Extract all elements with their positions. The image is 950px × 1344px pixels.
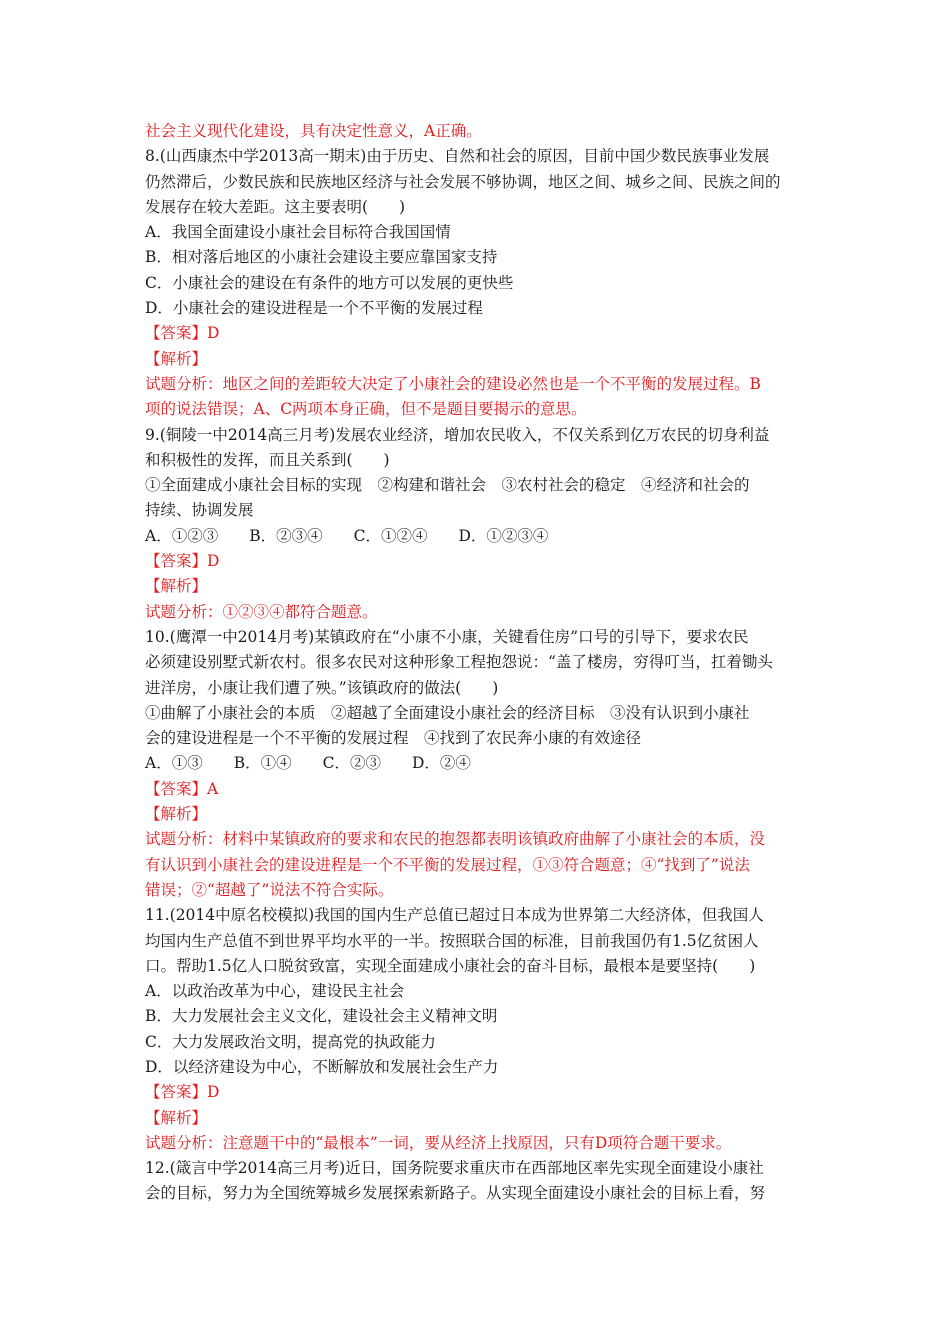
answer-text-line: 【解析】: [145, 349, 208, 368]
question-text-line: 进洋房，小康让我们遭了殃。”该镇政府的做法( ): [145, 678, 499, 697]
question-text-line: 持续、协调发展: [145, 501, 254, 520]
answer-text-line: 试题分析：①②③④都符合题意。: [145, 602, 378, 621]
answer-text-line: 【解析】: [145, 805, 208, 824]
answer-text-line: 试题分析：地区之间的差距较大决定了小康社会的建设必然也是一个不平衡的发展过程。B: [145, 374, 761, 393]
question-text-line: D．以经济建设为中心，不断解放和发展社会生产力: [145, 1057, 499, 1076]
answer-text-line: 试题分析：材料中某镇政府的要求和农民的抱怨都表明该镇政府曲解了小康社会的本质，没: [145, 830, 766, 849]
answer-text-line: 【解析】: [145, 577, 208, 596]
answer-text-line: 【答案】D: [145, 324, 220, 343]
answer-text-line: 【答案】D: [145, 1083, 220, 1102]
question-text-line: 仍然滞后，少数民族和民族地区经济与社会发展不够协调，地区之间、城乡之间、民族之间的: [145, 172, 781, 191]
answer-text-line: 【答案】D: [145, 552, 220, 571]
answer-text-line: 项的说法错误；A、C两项本身正确，但不是题目要揭示的意思。: [145, 400, 587, 419]
question-text-line: C．大力发展政治文明，提高党的执政能力: [145, 1032, 436, 1051]
question-text-line: ①曲解了小康社会的本质 ②超越了全面建设小康社会的经济目标 ③没有认识到小康社: [145, 703, 750, 722]
question-text-line: 会的建设进程是一个不平衡的发展过程 ④找到了农民奔小康的有效途径: [145, 729, 642, 748]
answer-text-line: 【解析】: [145, 1108, 208, 1127]
question-text-line: 发展存在较大差距。这主要表明( ): [145, 197, 406, 216]
question-text-line: 11.(2014中原名校模拟)我国的国内生产总值已超过日本成为世界第二大经济体，但我国人: [145, 906, 764, 925]
question-text-line: 10.(鹰潭一中2014月考)某镇政府在“小康不小康，关键看住房”口号的引导下，要求农民: [145, 627, 749, 646]
question-text-line: B．大力发展社会主义文化，建设社会主义精神文明: [145, 1007, 498, 1026]
answer-text-line: 试题分析：注意题干中的“最根本”一词，要从经济上找原因，只有D项符合题干要求。: [145, 1133, 732, 1152]
question-text-line: ①全面建成小康社会目标的实现 ②构建和谐社会 ③农村社会的稳定 ④经济和社会的: [145, 476, 750, 495]
question-text-line: B．相对落后地区的小康社会建设主要应靠国家支持: [145, 248, 498, 267]
question-text-line: 必须建设别墅式新农村。很多农民对这种形象工程抱怨说：“盖了楼房，穷得叮当，扛着锄头: [145, 653, 773, 672]
answer-text-line: 错误；②“超越了”说法不符合实际。: [145, 880, 394, 899]
question-text-line: 会的目标，努力为全国统筹城乡发展探索新路子。从实现全面建设小康社会的目标上看，努: [145, 1184, 766, 1203]
answer-text-line: 社会主义现代化建设，具有决定性意义，A正确。: [145, 122, 482, 140]
answer-text-line: 有认识到小康社会的建设进程是一个不平衡的发展过程，①③符合题意；④“找到了”说法: [145, 855, 750, 874]
question-text-line: 和积极性的发挥，而且关系到( ): [145, 450, 390, 469]
question-text-line: A．以政治改革为中心，建设民主社会: [145, 982, 405, 1001]
answer-text-line: 【答案】A: [145, 779, 219, 798]
question-text-line: D．小康社会的建设进程是一个不平衡的发展过程: [145, 299, 483, 318]
question-text-line: A．①③ B．①④ C．②③ D．②④: [145, 754, 471, 773]
question-text-line: 口。帮助1.5亿人口脱贫致富，实现全面建成小康社会的奋斗目标，最根本是要坚持( ): [145, 956, 756, 975]
question-text-line: A．我国全面建设小康社会目标符合我国国情: [145, 223, 451, 242]
question-text-line: 12.(箴言中学2014高三月考)近日，国务院要求重庆市在西部地区率先实现全面建设小康社: [145, 1159, 764, 1178]
question-text-line: A．①②③ B．②③④ C．①②④ D．①②③④: [145, 526, 549, 545]
document-page: [145, 119, 810, 1207]
question-text-line: 9.(铜陵一中2014高三月考)发展农业经济，增加农民收入，不仅关系到亿万农民的切身利益: [145, 425, 770, 444]
question-text-line: 8.(山西康杰中学2013高一期末)由于历史、自然和社会的原因，目前中国少数民族事业发展: [145, 147, 770, 166]
question-text-line: 均国内生产总值不到世界平均水平的一半。按照联合国的标准，目前我国仍有1.5亿贫困人: [145, 931, 759, 950]
question-text-line: C．小康社会的建设在有条件的地方可以发展的更快些: [145, 273, 514, 292]
